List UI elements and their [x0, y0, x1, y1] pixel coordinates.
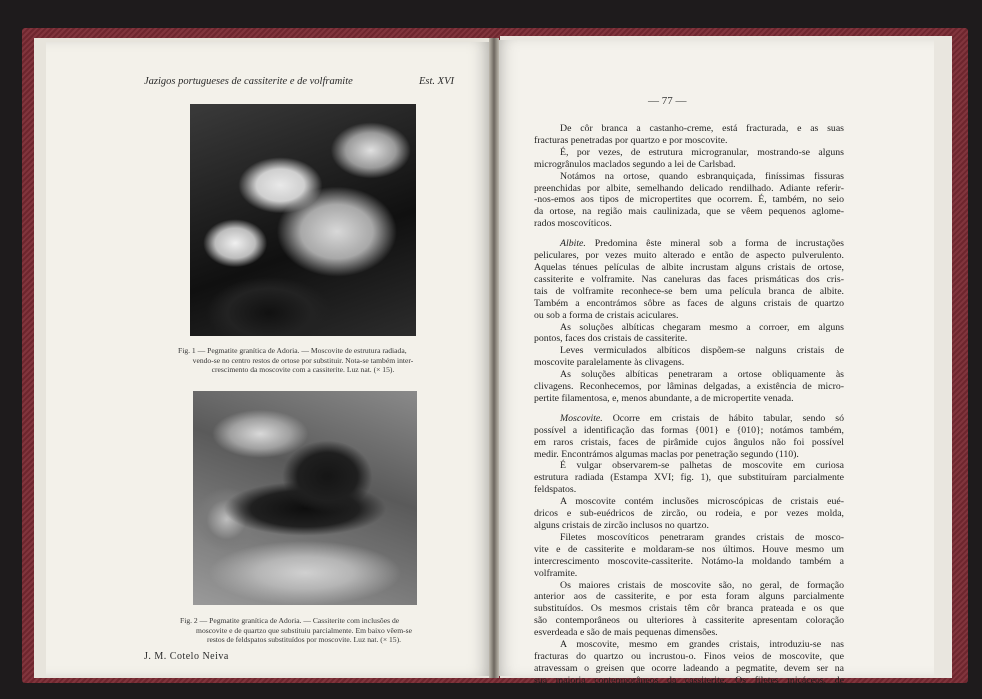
text-line: Aquelas ténues películas de albite incrustam alguns cristais de ortose, — [534, 261, 844, 273]
text-line: dricos e sub-euédricos de zircão, ou rodeia, e por vezes molda, — [534, 508, 844, 520]
caption-line: Fig. 1 — Pegmatite granítica de Adoria. — Moscovite de estrutura radiada, — [178, 346, 407, 355]
header-title: Jazigos portugueses de cassiterite e de volframite — [144, 76, 353, 87]
text-line: moscovite paralelamente às clivagens. — [534, 357, 685, 369]
text-line: É, por vezes, de estrutura microgranular, mostrando-se alguns — [560, 146, 844, 158]
caption-line: crescimento da moscovite com a cassiterite. Luz nat. (× 15). — [211, 365, 395, 375]
text-line: esverdeada e são de mais pequenas dimensões. — [534, 627, 718, 639]
text-line: intercrescimento moscovite-cassiterite. Notámo-la moldando também a — [534, 555, 844, 567]
paragraph-gap — [534, 405, 844, 413]
text-line: substituídos. Os mesmos cristais têm côr branca prateada e os que — [534, 603, 844, 615]
text-line: microgrânulos maclados segundo a lei de Carlsbad. — [534, 158, 736, 170]
text-line: pontos, faces dos cristais de cassiterite. — [534, 333, 688, 345]
header-plate-number: Est. XVI — [419, 76, 454, 87]
text-line: Albite. Predomina êste mineral sob a forma de incrustações — [560, 238, 844, 250]
text-line: são contemporâneos ou ulteriores à cassiterite apresentam coloração — [534, 615, 844, 627]
caption-line: vendo-se no centro restos de ortose por substituir. Nota-se também inter- — [192, 355, 414, 365]
author-name: J. M. Cotelo Neiva — [144, 651, 229, 662]
text-line: As soluções albíticas penetraram a ortose obliquamente às — [560, 369, 844, 381]
caption-line: moscovite e de quartzo que substituiu parcialmente. Em baixo vêem-se — [196, 625, 412, 635]
text-line: anterior aos de cassiterite, e por esta foram alguns parcialmente — [534, 591, 844, 603]
text-line: peliculares, por vezes muito alterado e então de aspecto pulverulento. — [534, 250, 844, 262]
text-line: medir. Encontrámos algumas maclas por penetração segundo (110). — [534, 448, 799, 460]
text-line: cassiterite e volframite. Nas caneluras das faces prismáticas dos cris- — [534, 273, 844, 285]
text-line: ou sob a forma de cristais aciculares. — [534, 309, 679, 321]
caption-line: restos de feldspatos substituídos por moscovite. Luz nat. (× 15). — [206, 635, 402, 645]
text-line: fracturas penetradas por quartzo e por moscovite. — [534, 134, 728, 146]
text-line: volframite. — [534, 567, 578, 579]
text-line: possível a identificação das formas {001} e {010}; notámos também, — [534, 424, 844, 436]
text-line: alguns cristais de zircão inclusos no quartzo. — [534, 520, 709, 531]
text-line: atravessam o greisen que ocorre ladeando a pegmatite, devem ser na — [534, 662, 844, 674]
text-line: estrutura radiada (Estampa XVI; fig. 1), que substituíram parcialmente — [534, 472, 844, 484]
text-line: Também a encontrámos sôbre as faces de alguns cristais de quartzo — [534, 297, 844, 309]
body-text — [534, 123, 844, 687]
text-line: -nos-emos aos tipos de micropertites que ocorrem. É, também, no seio — [534, 194, 844, 206]
text-line: tais de volframite reconhece-se bem uma película branca de albite. — [534, 285, 844, 297]
text-line: De côr branca a castanho-creme, está fracturada, e as suas — [560, 123, 844, 134]
figure-2-photomicrograph — [193, 391, 417, 605]
text-line: Moscovite. Ocorre em cristais de hábito tabular, sendo só — [560, 412, 844, 424]
text-line: vite e de cassiterite e moldaram-se nos últimos. Houve mesmo um — [534, 543, 844, 555]
text-line: As soluções albíticas chegaram mesmo a corroer, em alguns — [560, 321, 844, 333]
caption-line: Fig. 2 — Pegmatite granítica de Adoria. — Cassiterite com inclusões de — [180, 616, 400, 625]
text-line: Filetes moscovíticos penetraram grandes cristais de mosco- — [560, 531, 844, 543]
text-line: pertite filamentosa, e, menos abundante, a de micropertite venada. — [534, 392, 794, 404]
figure-1-caption — [178, 346, 428, 375]
text-line: fracturas do quartzo ou incrustou-o. Finos veios de moscovite, que — [534, 650, 844, 662]
text-line: Notámos na ortose, quando esbranquiçada, finíssimas fissuras — [560, 170, 844, 182]
text-line: A moscovite contém inclusões microscópicas de cristais eué- — [560, 496, 844, 508]
text-line: É vulgar observarem-se palhetas de moscovite em curiosa — [560, 460, 844, 472]
text-line: rados moscovíticos. — [534, 218, 612, 230]
figure-2-caption — [180, 616, 428, 645]
text-line: sua maioria contemporâneos da cassiterite. Os filetes micáceos, de — [534, 674, 844, 686]
text-line: feldspatos. — [534, 484, 577, 496]
running-header — [144, 76, 454, 87]
text-line: A moscovite, mesmo em grandes cristais, introduziu-se nas — [560, 639, 844, 651]
text-line: preenchidas por albite, semelhando delicado rendilhado. Adiante referir- — [534, 182, 844, 194]
text-line: Leves vermiculados albíticos dispõem-se nalguns cristais de — [560, 345, 844, 357]
text-line: da ortose, na região mais caulinizada, que se vêem pequenos aglome- — [534, 206, 844, 218]
page-number: — 77 — — [648, 95, 687, 107]
paragraph-gap — [534, 230, 844, 238]
text-line: clivagens. Reconhecemos, por lâminas delgadas, a existência de micro- — [534, 381, 844, 393]
figure-1-photomicrograph — [190, 104, 416, 336]
text-line: Os maiores cristais de moscovite são, no geral, de formação — [560, 579, 844, 591]
text-line: em raros cristais, faces de pirâmide cujos ângulos não foi possível — [534, 436, 844, 448]
book-gutter — [489, 38, 499, 678]
